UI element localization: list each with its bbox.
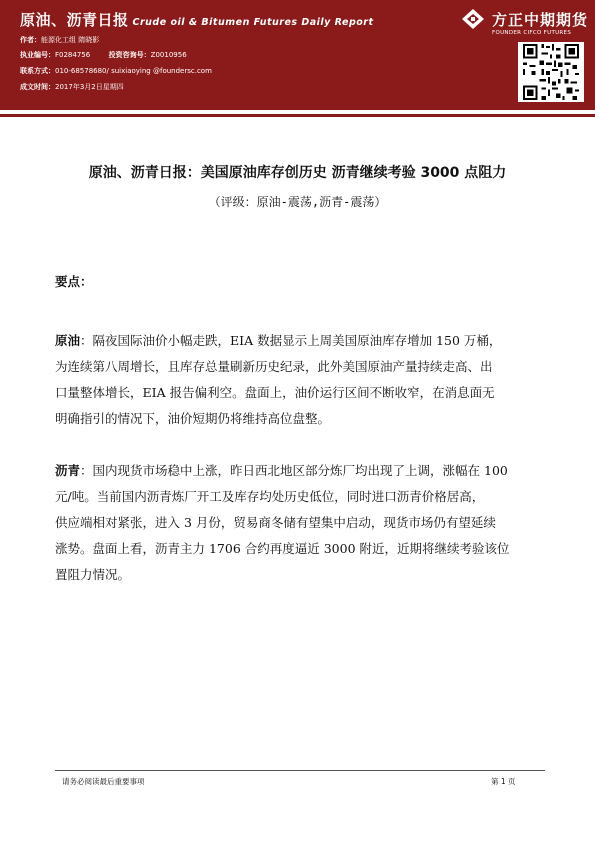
paragraph-line: 明确指引的情况下，油价短期仍将维持高位盘整。 xyxy=(55,411,331,426)
author-label: 作者： xyxy=(20,36,41,44)
contact-value: 010-68578680/ suixiaoying @foundersc.com xyxy=(55,67,212,75)
report-rating: （评级：原油-震荡,沥青-震荡） xyxy=(208,195,387,209)
license-line xyxy=(20,50,187,60)
logo-text-en: FOUNDER CIFCO FUTURES xyxy=(492,30,572,36)
report-title: 原油、沥青日报：美国原油库存创历史 沥青继续考验 3000 点阻力 xyxy=(88,165,507,181)
consult-value: Z0010956 xyxy=(150,51,187,59)
founder-logo-icon xyxy=(462,9,484,29)
contact-label: 联系方式： xyxy=(20,67,55,75)
paragraph-lead: 原油 xyxy=(55,333,81,348)
bitumen-paragraph xyxy=(55,458,545,588)
footer-rule xyxy=(55,770,545,771)
author-value: 能源化工组 隋晓影 xyxy=(41,36,100,44)
header-title-en: Crude oil & Bitumen Futures Daily Report xyxy=(132,17,374,28)
paragraph-line: 为连续第八周增长，且库存总量刷新历史纪录，此外美国原油产量持续走高、出 xyxy=(55,359,493,374)
paragraph-line: 原油：隔夜国际油价小幅走跌，EIA 数据显示上周美国原油库存增加 150 万桶， xyxy=(55,333,502,348)
footer-disclaimer: 请务必阅读最后重要事项 xyxy=(62,777,145,786)
logo-text-cn: 方正中期期货 xyxy=(492,11,589,29)
date-line xyxy=(20,82,124,92)
paragraph-line: 口量整体增长，EIA 报告偏利空。盘面上，油价运行区间不断收窄，在消息面无 xyxy=(55,385,495,400)
paragraph-lead: 沥青 xyxy=(55,463,81,478)
qr-code-icon xyxy=(518,42,584,102)
license-value: F0284756 xyxy=(55,51,91,59)
header-title xyxy=(20,9,374,30)
header-title-cn: 原油、沥青日报 xyxy=(20,11,129,29)
qr-code xyxy=(518,42,584,102)
author-line xyxy=(20,35,99,45)
paragraph-line: 置阻力情况。 xyxy=(55,567,131,582)
paragraph-line: 元/吨。当前国内沥青炼厂开工及库存均处历史低位，同时进口沥青价格居高， xyxy=(55,489,485,504)
paragraph-line: 涨势。盘面上看，沥青主力 1706 合约再度逼近 3000 附近，近期将继续考验该位 xyxy=(55,541,510,556)
report-header xyxy=(0,0,595,110)
footer-page-number: 第 1 页 xyxy=(491,777,516,786)
consult-label: 投资咨询号： xyxy=(108,51,151,59)
date-value: 2017年3月2日星期四 xyxy=(55,83,124,91)
date-label: 成文时间： xyxy=(20,83,55,91)
header-rule xyxy=(0,114,595,117)
contact-line xyxy=(20,66,212,76)
paragraph-line: 沥青：国内现货市场稳中上涨，昨日西北地区部分炼厂均出现了上调，涨幅在 100 xyxy=(55,463,508,478)
license-label: 执业编号： xyxy=(20,51,55,59)
paragraph-line: 供应端相对紧张，进入 3 月份，贸易商冬储有望集中启动，现货市场仍有望延续 xyxy=(55,515,496,530)
key-points-heading: 要点： xyxy=(55,274,93,289)
crude-oil-paragraph xyxy=(55,328,545,432)
